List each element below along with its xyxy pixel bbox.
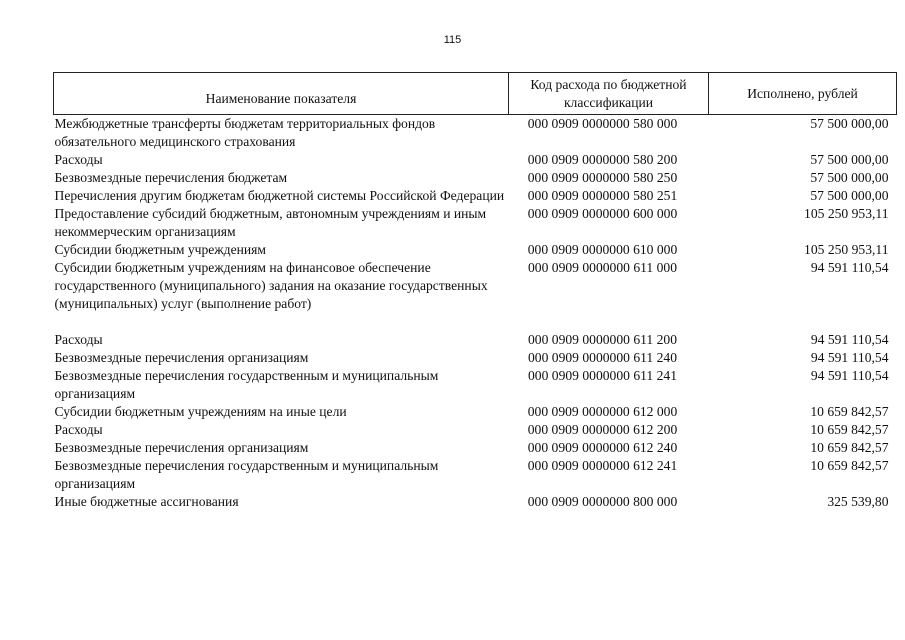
row-amount: 57 500 000,00 [810, 152, 889, 167]
row-amount: 57 500 000,00 [810, 170, 889, 185]
row-name: Предоставление субсидий бюджетным, автономным учреждениям и иным некоммерческим организациям [54, 206, 487, 239]
row-code: 000 0909 0000000 800 000 [527, 494, 678, 509]
row-code: 000 0909 0000000 612 200 [527, 422, 678, 437]
row-name: Безвозмездные перечисления государственным и муниципальным организациям [54, 368, 439, 401]
budget-table [53, 72, 897, 511]
table-row [54, 115, 897, 152]
row-code: 000 0909 0000000 610 000 [527, 242, 678, 257]
table-row [54, 169, 897, 187]
table-row [54, 205, 897, 241]
page-number: 115 [443, 34, 462, 46]
row-name: Расходы [54, 152, 103, 167]
row-name: Перечисления другим бюджетам бюджетной системы Российской Федерации [54, 188, 505, 203]
row-code: 000 0909 0000000 580 000 [527, 116, 678, 131]
row-name: Субсидии бюджетным учреждениям на иные цели [54, 404, 347, 419]
table-row [54, 367, 897, 403]
table-row [54, 259, 897, 313]
table-header [54, 73, 897, 115]
table-row [54, 457, 897, 493]
row-name: Расходы [54, 422, 103, 437]
row-name: Безвозмездные перечисления организациям [54, 440, 309, 455]
row-amount: 105 250 953,11 [804, 242, 889, 257]
header-row [54, 73, 897, 115]
row-code: 000 0909 0000000 580 200 [527, 152, 678, 167]
row-name: Безвозмездные перечисления организациям [54, 350, 309, 365]
row-code: 000 0909 0000000 611 200 [527, 332, 678, 347]
table-row [54, 439, 897, 457]
row-amount: 10 659 842,57 [810, 458, 889, 473]
row-name: Расходы [54, 332, 103, 347]
row-code: 000 0909 0000000 580 251 [527, 188, 678, 203]
row-code: 000 0909 0000000 612 000 [527, 404, 678, 419]
row-amount: 325 539,80 [827, 494, 889, 509]
table-row [54, 313, 897, 349]
table-row [54, 187, 897, 205]
row-amount: 10 659 842,57 [810, 440, 889, 455]
table-row [54, 421, 897, 439]
row-amount: 94 591 110,54 [810, 350, 889, 365]
row-amount: 94 591 110,54 [810, 260, 889, 275]
row-code: 000 0909 0000000 611 000 [527, 260, 678, 275]
header-code: Код расхода по бюджетной классификации [509, 73, 709, 115]
table-row [54, 493, 897, 511]
table-row [54, 151, 897, 169]
row-amount: 57 500 000,00 [810, 116, 889, 131]
row-name: Субсидии бюджетным учреждениям [54, 242, 267, 257]
row-amount: 94 591 110,54 [810, 368, 889, 383]
row-code: 000 0909 0000000 612 241 [527, 458, 678, 473]
row-amount: 94 591 110,54 [810, 332, 889, 347]
row-name: Иные бюджетные ассигнования [54, 494, 239, 509]
row-name: Межбюджетные трансферты бюджетам территориальных фондов обязательного медицинского страхования [54, 116, 436, 149]
header-amount: Исполнено, рублей [709, 73, 897, 115]
row-code: 000 0909 0000000 611 240 [527, 350, 678, 365]
row-amount: 105 250 953,11 [804, 206, 889, 221]
row-amount: 10 659 842,57 [810, 422, 889, 437]
row-name: Безвозмездные перечисления государственным и муниципальным организациям [54, 458, 439, 491]
table-body [54, 115, 897, 512]
row-amount: 57 500 000,00 [810, 188, 889, 203]
row-name: Субсидии бюджетным учреждениям на финансовое обеспечение государственного (муниципального) задания на оказание государственных (муниципальных) услуг (выполнение работ) [54, 260, 488, 311]
table-row [54, 403, 897, 421]
table-row [54, 349, 897, 367]
row-code: 000 0909 0000000 612 240 [527, 440, 678, 455]
row-amount: 10 659 842,57 [810, 404, 889, 419]
header-name: Наименование показателя [54, 73, 509, 115]
row-code: 000 0909 0000000 600 000 [527, 206, 678, 221]
row-code: 000 0909 0000000 580 250 [527, 170, 678, 185]
row-name: Безвозмездные перечисления бюджетам [54, 170, 288, 185]
row-code: 000 0909 0000000 611 241 [527, 368, 678, 383]
table-row [54, 241, 897, 259]
